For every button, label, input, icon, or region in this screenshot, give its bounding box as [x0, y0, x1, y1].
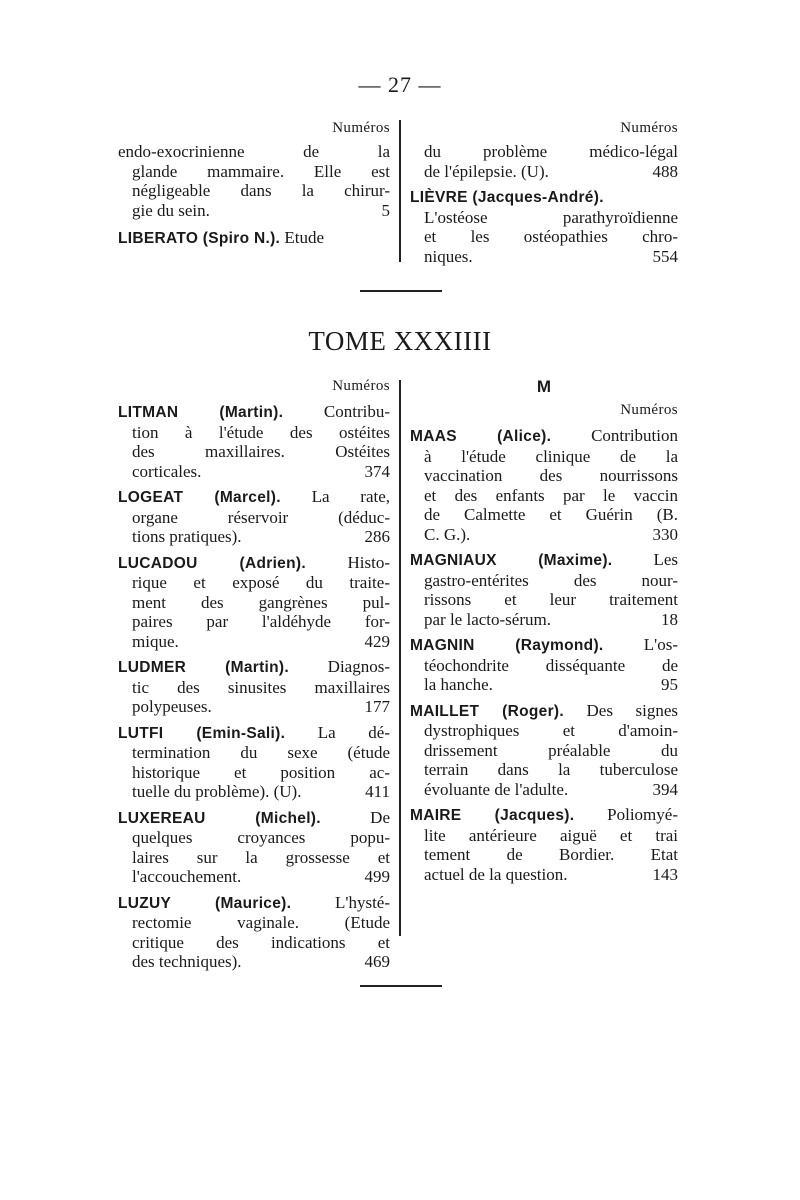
entry-line: tement de Bordier. Etat [424, 845, 678, 864]
index-entry [118, 402, 390, 481]
entry-text: actuel de la question. [424, 864, 568, 884]
entry-text: niques. [424, 246, 473, 266]
entry-line: à l'étude clinique de la [424, 446, 678, 466]
entry-last-line [118, 201, 390, 221]
entry-text: De [370, 807, 390, 827]
entry-line: rectomie vaginale. (Etude [132, 913, 390, 932]
entry-first-line [410, 426, 678, 447]
author-name: LOGEAT (Marcel). [118, 489, 281, 506]
entry-line: tion à l'étude des ostéites [132, 422, 390, 442]
horizontal-rule [360, 985, 442, 987]
index-entry [118, 808, 390, 887]
entry-line: négligeable dans la chirur- [132, 181, 390, 200]
index-entry [410, 635, 678, 695]
horizontal-rule [360, 290, 442, 292]
entry-first-line [118, 893, 390, 914]
index-entry [410, 550, 678, 629]
index-entry [410, 805, 678, 884]
entry-number: 499 [364, 867, 390, 886]
author-name: MAILLET (Roger). [410, 702, 564, 720]
top-left-column [118, 118, 390, 255]
entry-text: l'accouchement. [132, 867, 242, 886]
bottom-right-column [410, 376, 678, 890]
entry-line: des maxillaires. Ostéites [132, 442, 390, 461]
entry-first-line [410, 635, 678, 656]
author-name: LUZUY (Maurice). [118, 894, 292, 912]
entry-number: 18 [661, 609, 678, 629]
entry-text: L'hysté- [335, 892, 391, 912]
entry-text: mique. [132, 631, 179, 651]
index-entry [410, 426, 678, 544]
entry-last-line [118, 697, 390, 717]
entry-first-line [410, 701, 678, 722]
entry-line: téochondrite disséquante de [424, 655, 678, 675]
entry-line: paires par l'aldéhyde for- [132, 612, 390, 631]
entry-line: laires sur la grossesse et [132, 847, 390, 867]
entry-text: Diagnos- [327, 657, 390, 676]
entry-line: termination du sexe (étude [132, 743, 390, 762]
entry-number: 394 [652, 779, 678, 799]
entry-last-line [118, 782, 390, 802]
entry-text: tuelle du problème). (U). [132, 782, 302, 801]
bottom-section [118, 376, 678, 971]
index-entry [118, 142, 390, 220]
column-header: Numéros [332, 120, 390, 136]
column-header: Numéros [620, 402, 678, 418]
entry-last-line [118, 952, 390, 972]
entry-last-line [410, 610, 678, 630]
entry-line: terrain dans la tuberculose [424, 760, 678, 779]
entry-text: corticales. [132, 461, 202, 481]
entry-number: 5 [381, 200, 390, 220]
entry-number: 330 [652, 524, 678, 544]
entry-number: 429 [364, 631, 390, 651]
entry-last-line [118, 527, 390, 547]
entry-line: dystrophiques et d'amoin- [424, 721, 678, 740]
entry-line: de Calmette et Guérin (B. [424, 505, 678, 524]
entry-number: 286 [364, 527, 390, 546]
entry-last-line [410, 162, 678, 182]
entry-text: L'os- [643, 635, 678, 654]
entry-last-line [118, 632, 390, 652]
entry-line: vaccination des nourrissons [424, 466, 678, 485]
author-name: LUTFI (Emin-Sali). [118, 724, 286, 742]
column-header: Numéros [620, 120, 678, 136]
entry-number: 411 [365, 782, 390, 801]
author-name: LIÈVRE (Jacques-André). [410, 189, 604, 206]
index-entry [118, 487, 390, 547]
index-entry [410, 142, 678, 181]
entry-line: critique des indications et [132, 932, 390, 952]
entry-text: Contribu- [323, 402, 391, 421]
entry-line: historique et position ac- [132, 762, 390, 782]
entry-text: La dé- [317, 722, 390, 742]
entry-line: et les ostéopathies chro- [424, 227, 678, 246]
top-section [118, 118, 678, 266]
entry-first-line [118, 553, 390, 574]
entry-line: gastro-entérites des nour- [424, 570, 678, 590]
entry-text: polypeuses. [132, 697, 212, 716]
author-name: LIBERATO (Spiro N.). [118, 230, 281, 247]
entry-last-line [410, 675, 678, 695]
entry-text: Etude [284, 228, 325, 247]
column-divider [399, 120, 401, 262]
entry-number: 95 [661, 675, 678, 694]
author-name: LITMAN (Martin). [118, 404, 284, 421]
entry-first-line [410, 187, 678, 208]
index-entry [118, 893, 390, 972]
tome-title: TOME XXXIIII [308, 326, 492, 356]
entry-text: la hanche. [424, 675, 493, 694]
index-entry [118, 228, 390, 249]
entry-line: quelques croyances popu- [132, 828, 390, 847]
entry-line: ment des gangrènes pul- [132, 592, 390, 612]
entry-first-line [118, 487, 390, 508]
bottom-left-column [118, 376, 390, 978]
entry-line: glande mammaire. Elle est [132, 161, 390, 181]
entry-text: de l'épilepsie. (U). [424, 161, 549, 181]
entry-line: tic des sinusites maxillaires [132, 677, 390, 697]
entry-text: Les [653, 550, 678, 569]
top-right-column [410, 118, 678, 272]
entry-last-line [410, 525, 678, 545]
entry-text: Poliomyé- [607, 805, 678, 824]
author-name: LUXEREAU (Michel). [118, 809, 321, 827]
entry-first-line [118, 228, 390, 249]
entry-first-line [118, 657, 390, 678]
entry-text: tions pratiques). [132, 527, 242, 546]
column-divider [399, 380, 401, 936]
entry-first-line [118, 808, 390, 829]
entry-number: 143 [652, 864, 678, 884]
entry-number: 469 [364, 952, 390, 971]
index-entry [118, 553, 390, 652]
author-name: MAIRE (Jacques). [410, 807, 575, 824]
column-header: Numéros [332, 378, 390, 394]
entry-text: évoluante de l'adulte. [424, 779, 569, 799]
entry-line: organe réservoir (déduc- [132, 507, 390, 527]
entry-line: lite antérieure aiguë et trai [424, 825, 678, 845]
author-name: MAGNIAUX (Maxime). [410, 552, 613, 569]
entry-number: 374 [364, 461, 390, 481]
entry-line: L'ostéose parathyroïdienne [424, 207, 678, 227]
entry-last-line [410, 780, 678, 800]
author-name: MAAS (Alice). [410, 428, 552, 445]
entry-text: gie du sein. [132, 200, 210, 220]
entry-first-line [118, 723, 390, 744]
entry-line: rissons et leur traitement [424, 590, 678, 609]
entry-last-line [410, 247, 678, 267]
entry-line: rique et exposé du traite- [132, 573, 390, 592]
section-letter: M [536, 377, 552, 396]
entry-line: et des enfants par le vaccin [424, 485, 678, 505]
entry-text: Histo- [347, 552, 390, 572]
entry-text: La rate, [311, 487, 391, 506]
page-number: — 27 — [358, 72, 442, 97]
entry-line: endo-exocrinienne de la [118, 142, 390, 161]
index-entry [118, 723, 390, 802]
entry-first-line [410, 805, 678, 826]
index-entry [118, 657, 390, 717]
author-name: MAGNIN (Raymond). [410, 637, 604, 654]
entry-text: Des signes [586, 700, 678, 720]
entry-number: 554 [652, 246, 678, 266]
entry-text: par le lacto-sérum. [424, 609, 551, 629]
entry-text: des techniques). [132, 952, 242, 971]
entry-last-line [118, 867, 390, 887]
entry-number: 488 [652, 161, 678, 181]
index-entry [410, 187, 678, 266]
entry-text: C. G.). [424, 524, 471, 544]
entry-line: du problème médico-légal [424, 142, 678, 161]
entry-last-line [118, 462, 390, 482]
entry-first-line [410, 550, 678, 571]
author-name: LUDMER (Martin). [118, 659, 289, 676]
entry-last-line [410, 865, 678, 885]
entry-text: Contribution [591, 426, 678, 445]
index-entry [410, 701, 678, 800]
author-name: LUCADOU (Adrien). [118, 554, 306, 572]
entry-first-line [118, 402, 390, 423]
entry-line: drissement préalable du [424, 740, 678, 760]
entry-number: 177 [364, 697, 390, 716]
